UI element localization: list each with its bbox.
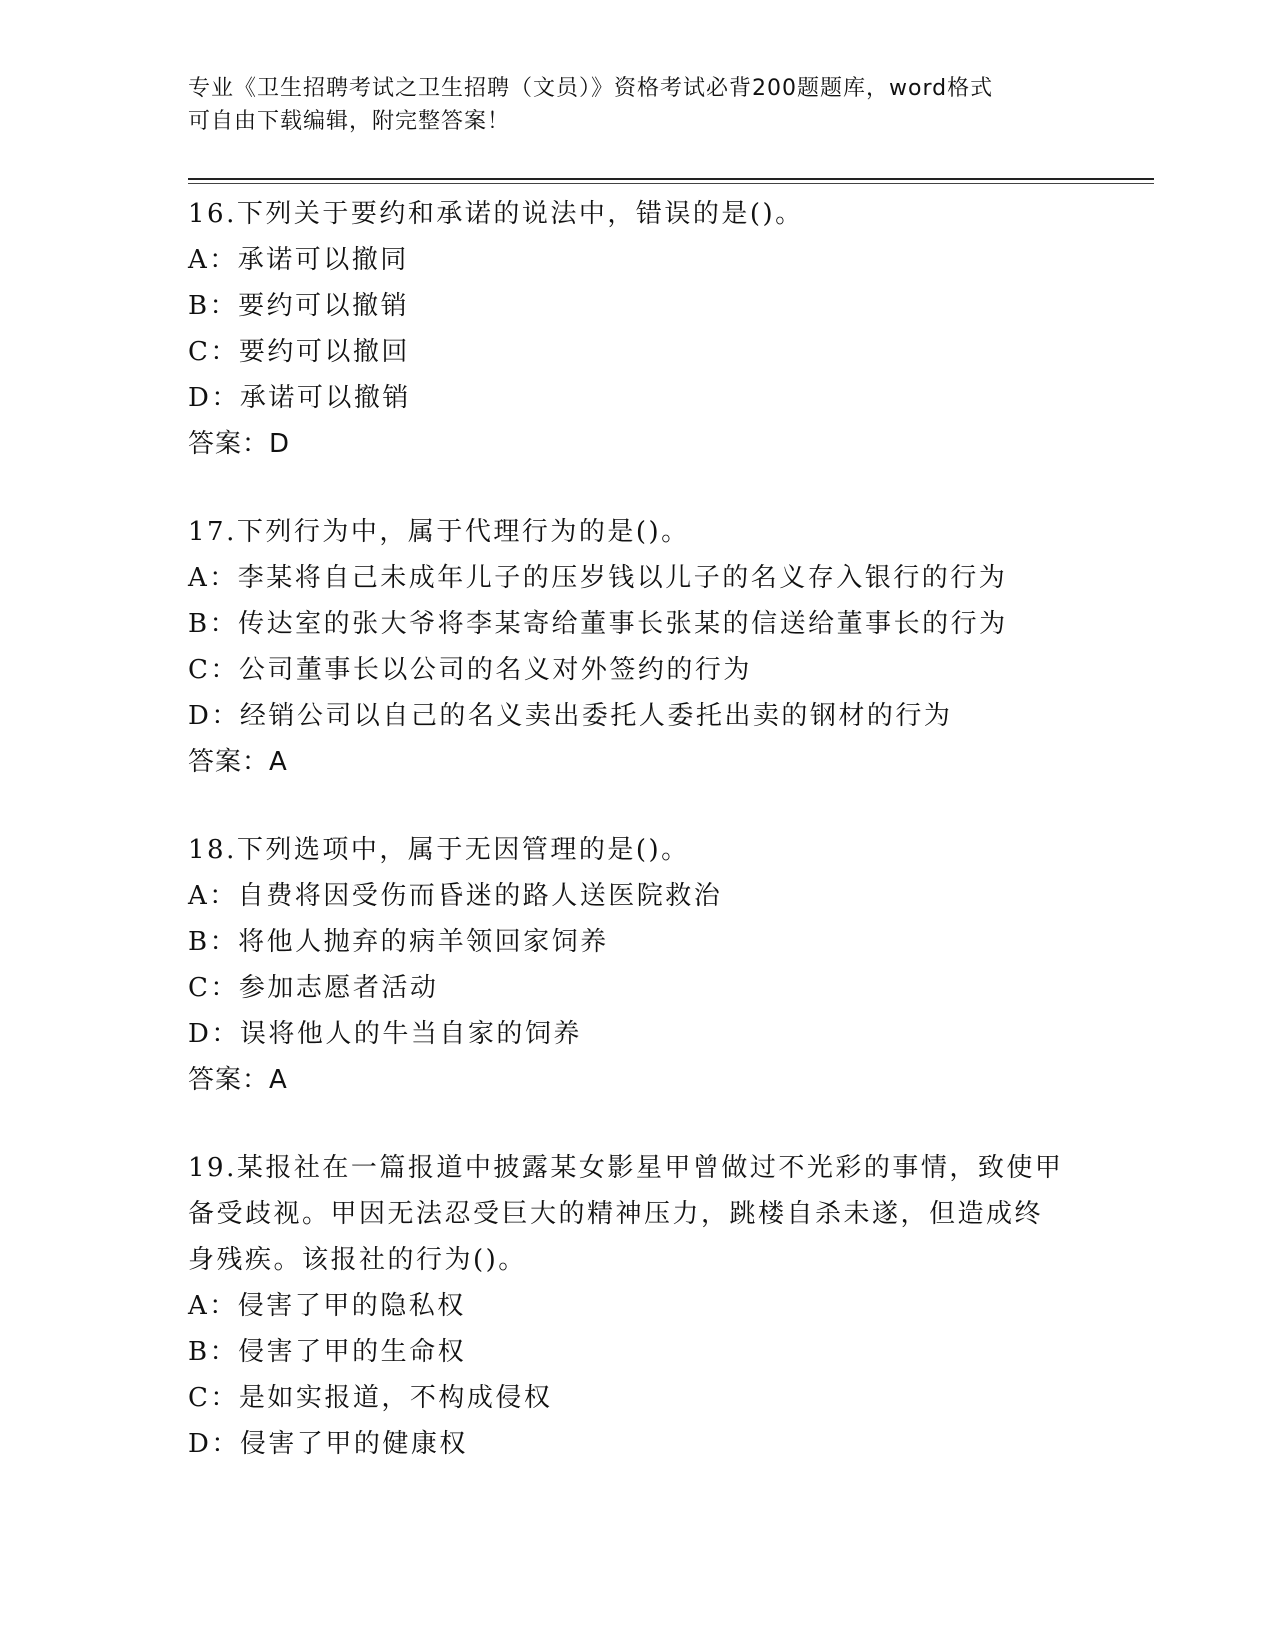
question-stem-line-2: 备受歧视。甲因无法忍受巨大的精神压力，跳楼自杀未遂，但造成终 — [188, 1199, 1044, 1229]
option-b: B：传达室的张大爷将李某寄给董事长张某的信送给董事长的行为 — [188, 609, 1008, 639]
question-17 — [188, 509, 1088, 785]
option-b: B：侵害了甲的生命权 — [188, 1337, 467, 1367]
header-divider-thin — [188, 183, 1154, 184]
option-c: C：公司董事长以公司的名义对外签约的行为 — [188, 655, 752, 685]
question-stem: 17.下列行为中，属于代理行为的是()。 — [188, 517, 690, 547]
question-19 — [188, 1145, 1088, 1467]
header-divider-thick — [188, 178, 1154, 180]
question-16 — [188, 191, 1088, 467]
option-d: D：误将他人的牛当自家的饲养 — [188, 1019, 582, 1049]
answer-label: 答案：A — [188, 1065, 288, 1095]
option-c: C：参加志愿者活动 — [188, 973, 439, 1003]
option-d: D：经销公司以自己的名义卖出委托人委托出卖的钢材的行为 — [188, 701, 953, 731]
header-line-1: 专业《卫生招聘考试之卫生招聘（文员）》资格考试必背200题题库，word格式 — [188, 76, 994, 101]
option-a: A：承诺可以撤同 — [188, 245, 409, 275]
option-d: D：侵害了甲的健康权 — [188, 1429, 468, 1459]
question-stem-line-1: 19.某报社在一篇报道中披露某女影星甲曾做过不光彩的事情，致使甲 — [188, 1153, 1064, 1183]
option-d: D：承诺可以撤销 — [188, 383, 411, 413]
option-a: A：李某将自己未成年儿子的压岁钱以儿子的名义存入银行的行为 — [188, 563, 1008, 593]
answer-label: 答案：D — [188, 429, 291, 459]
question-18 — [188, 827, 1088, 1103]
option-a: A：侵害了甲的隐私权 — [188, 1291, 466, 1321]
header-line-2: 可自由下载编辑，附完整答案！ — [188, 109, 511, 134]
option-b: B：将他人抛弃的病羊领回家饲养 — [188, 927, 609, 957]
option-b: B：要约可以撤销 — [188, 291, 410, 321]
answer-label: 答案：A — [188, 747, 288, 777]
question-list — [188, 191, 1088, 1509]
question-stem: 16.下列关于要约和承诺的说法中，错误的是()。 — [188, 199, 804, 229]
option-c: C：是如实报道，不构成侵权 — [188, 1383, 553, 1413]
question-stem: 18.下列选项中，属于无因管理的是()。 — [188, 835, 690, 865]
question-stem-line-3: 身残疾。该报社的行为()。 — [188, 1245, 527, 1275]
document-header — [188, 72, 1088, 138]
option-c: C：要约可以撤回 — [188, 337, 410, 367]
option-a: A：自费将因受伤而昏迷的路人送医院救治 — [188, 881, 723, 911]
